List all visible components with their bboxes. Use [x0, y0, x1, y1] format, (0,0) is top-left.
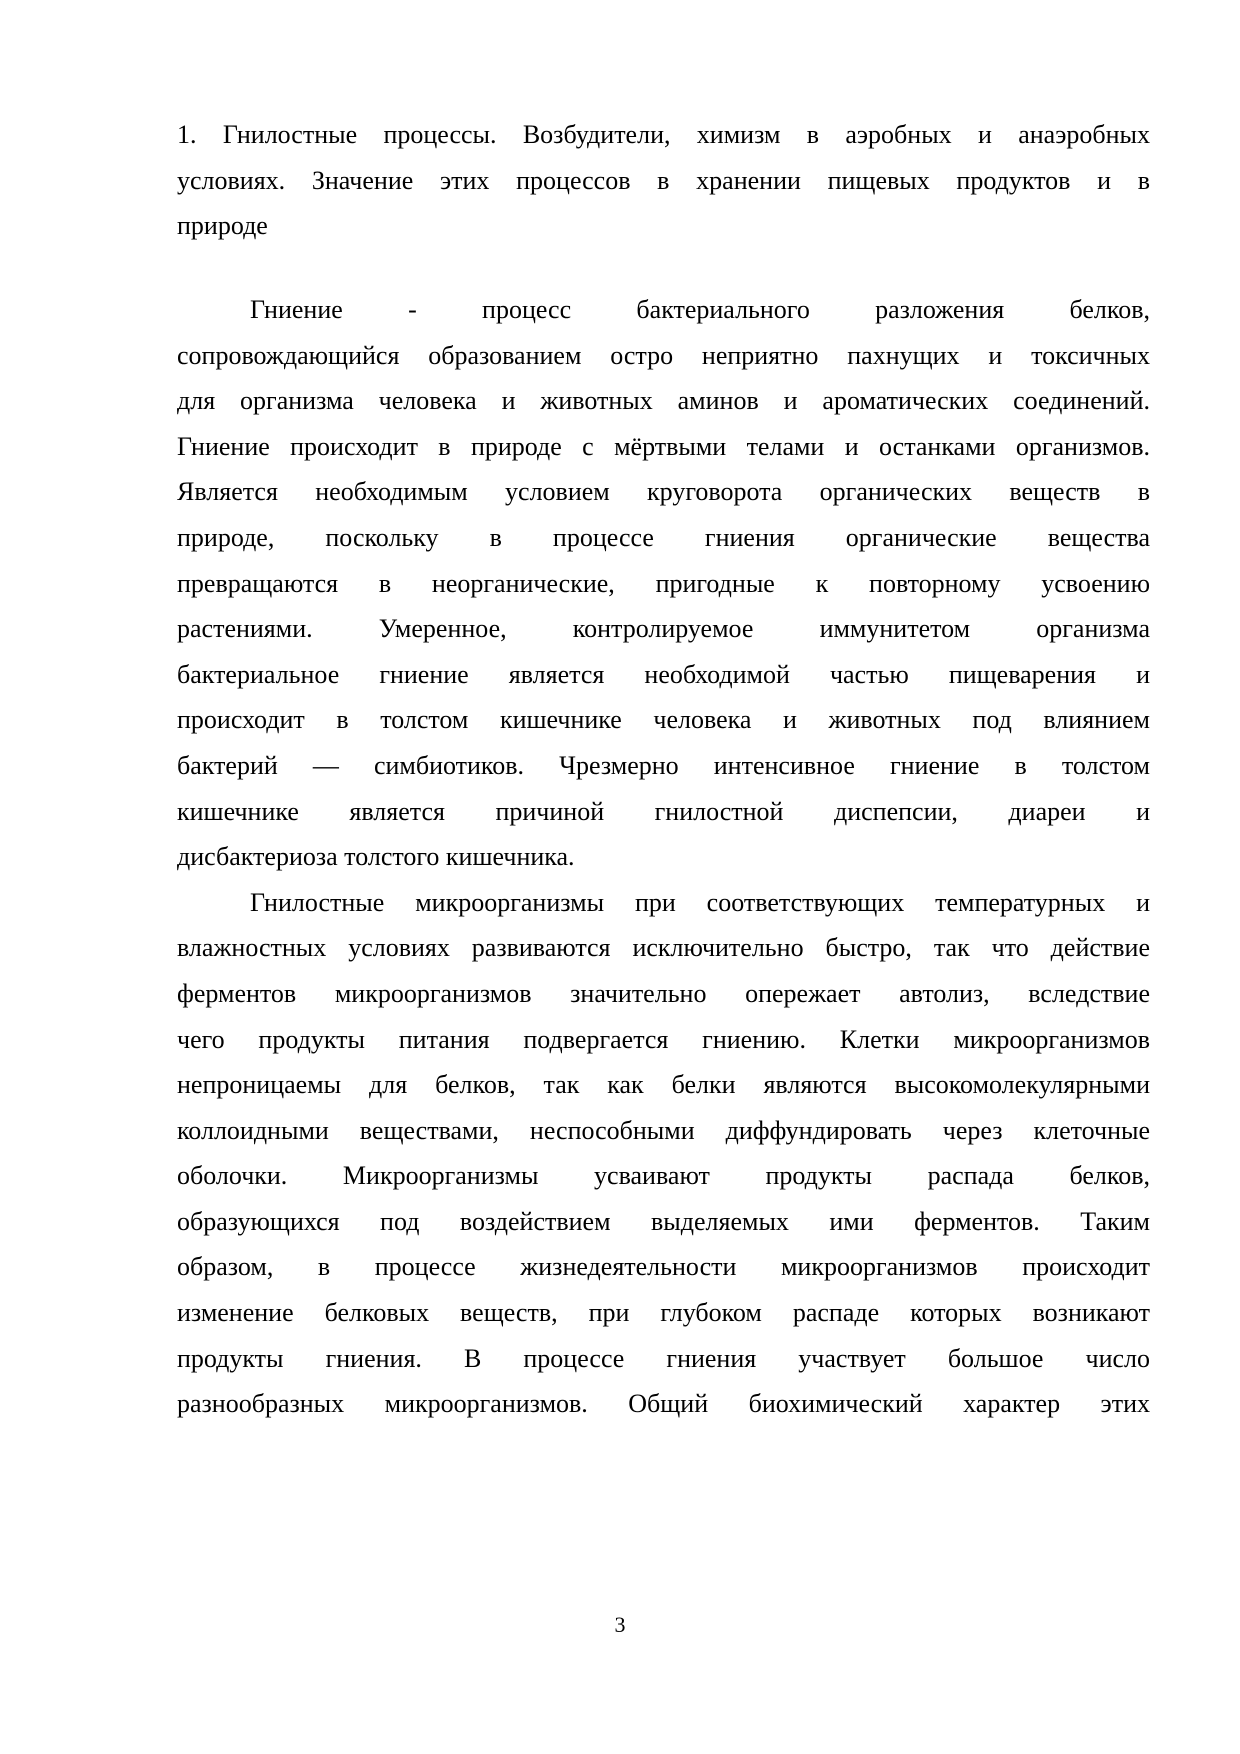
paragraph-line: происходит в толстом кишечнике человека и животных под влиянием	[177, 705, 1150, 735]
paragraph-line: влажностных условиях развиваются исключительно быстро, так что действие	[177, 933, 1150, 963]
paragraph-line: чего продукты питания подвергается гниению. Клетки микроорганизмов	[177, 1024, 1150, 1054]
paragraph-line: изменение белковых веществ, при глубоком распаде которых возникают	[177, 1298, 1150, 1328]
paragraph-line: превращаются в неорганические, пригодные к повторному усвоению	[177, 568, 1150, 598]
paragraph-line: продукты гниения. В процессе гниения участвует большое число	[177, 1343, 1150, 1373]
paragraph-1	[177, 287, 1150, 880]
paragraph-line: непроницаемы для белков, так как белки являются высокомолекулярными	[177, 1070, 1150, 1100]
paragraph-line: бактерий — симбиотиков. Чрезмерно интенсивное гниение в толстом	[177, 750, 1150, 780]
paragraph-line: Гниение - процесс бактериального разложения белков,	[250, 295, 1150, 324]
heading-line: 1. Гнилостные процессы. Возбудители, химизм в аэробных и анаэробных	[177, 120, 1150, 149]
paragraph-line: растениями. Умеренное, контролируемое иммунитетом организма	[177, 614, 1150, 644]
paragraph-line: оболочки. Микроорганизмы усваивают продукты распада белков,	[177, 1161, 1150, 1191]
paragraph-line: бактериальное гниение является необходимой частью пищеварения и	[177, 659, 1150, 689]
body-text	[177, 287, 1150, 1427]
paragraph-line: образом, в процессе жизнедеятельности микроорганизмов происходит	[177, 1252, 1150, 1282]
heading-line: природе	[177, 211, 268, 241]
paragraph-line: природе, поскольку в процессе гниения органические вещества	[177, 522, 1150, 552]
paragraph-line: ферментов микроорганизмов значительно опережает автолиз, вследствие	[177, 978, 1150, 1008]
section-heading	[177, 112, 1150, 249]
paragraph-line: разнообразных микроорганизмов. Общий биохимический характер этих	[177, 1389, 1150, 1419]
heading-line: условиях. Значение этих процессов в хранении пищевых продуктов и в	[177, 165, 1150, 195]
paragraph-line: Гниение происходит в природе с мёртвыми телами и останками организмов.	[177, 431, 1150, 461]
paragraph-line: дисбактериоза толстого кишечника.	[177, 842, 575, 872]
paragraph-line: Гнилостные микроорганизмы при соответствующих температурных и	[250, 887, 1150, 917]
paragraph-line: сопровождающийся образованием остро неприятно пахнущих и токсичных	[177, 340, 1150, 370]
paragraph-2	[177, 880, 1150, 1427]
paragraph-line: коллоидными веществами, неспособными диффундировать через клеточные	[177, 1115, 1150, 1145]
page-number: 3	[614, 1612, 626, 1637]
paragraph-line: для организма человека и животных аминов и ароматических соединений.	[177, 386, 1150, 416]
paragraph-line: образующихся под воздействием выделяемых ими ферментов. Таким	[177, 1206, 1150, 1236]
paragraph-line: Является необходимым условием круговорота органических веществ в	[177, 477, 1150, 507]
paragraph-line: кишечнике является причиной гнилостной диспепсии, диареи и	[177, 796, 1150, 826]
